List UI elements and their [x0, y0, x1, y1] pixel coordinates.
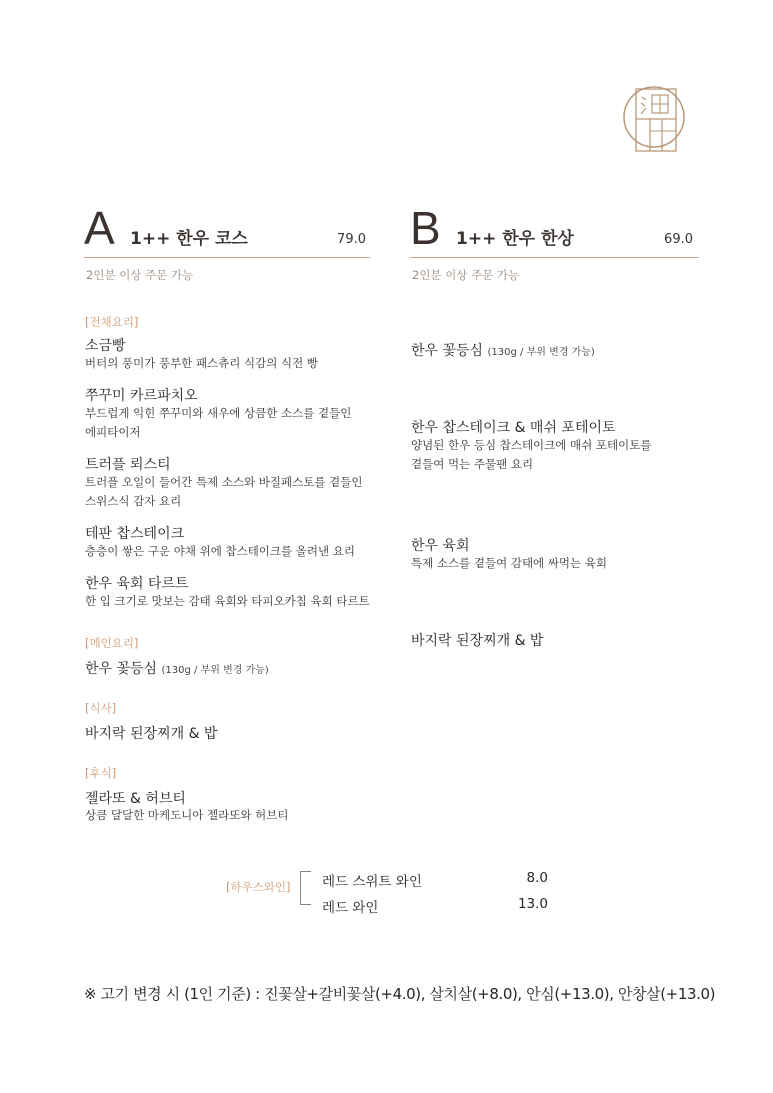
course-a-column: [84, 202, 370, 283]
menu-item-desc: 스위스식 감자 요리: [85, 494, 182, 508]
b-item-name: 한우 육회: [411, 538, 470, 554]
dessert-item-desc: 상큼 달달한 마케도니아 젤라또와 허브티: [85, 808, 289, 822]
menu-item-name: 테판 찹스테이크: [85, 526, 185, 542]
b-item-desc: 곁들여 먹는 주물팬 요리: [411, 457, 534, 471]
category-meal: [식사]: [85, 701, 117, 715]
course-a-subtitle: 2인분 이상 주문 가능: [86, 268, 194, 282]
category-dessert: [후식]: [85, 766, 117, 780]
course-a-price: 79.0: [337, 232, 366, 247]
b-item-name: 한우 찹스테이크 & 매쉬 포테이토: [411, 420, 616, 436]
meal-item-name: 바지락 된장찌개 & 밥: [85, 726, 218, 742]
b-item-desc: 양념된 한우 등심 찹스테이크에 매쉬 포테이토를: [411, 438, 652, 452]
b-item-note: (130g / 부위 변경 가능): [487, 347, 595, 358]
course-b-subtitle: 2인분 이상 주문 가능: [412, 268, 520, 282]
course-b-header: [410, 202, 699, 258]
wine-price: 8.0: [526, 870, 548, 886]
course-b-column: [410, 202, 696, 283]
course-a-letter: A: [84, 202, 115, 254]
dessert-item-name: 젤라또 & 허브티: [85, 791, 186, 807]
course-a-header: [84, 202, 370, 258]
menu-item-name: 한우 육회 타르트: [85, 576, 189, 592]
b-item-name: 바지락 된장찌개 & 밥: [411, 633, 544, 649]
course-b-title: 1++ 한우 한상: [456, 229, 574, 249]
house-wine-label: [하우스와인]: [226, 880, 291, 894]
wine-price: 13.0: [517, 896, 548, 912]
menu-item-name: 트러플 뢰스티: [85, 457, 171, 473]
course-b-price: 69.0: [664, 232, 693, 247]
restaurant-logo-icon: [622, 83, 688, 153]
course-b-letter: B: [410, 202, 441, 254]
wine-name: 레드 와인: [322, 900, 379, 916]
menu-item-desc: 부드럽게 익힌 쭈꾸미와 새우에 상큼한 소스를 곁들인: [85, 406, 352, 420]
b-item-name: 한우 꽃등심 (130g / 부위 변경 가능): [411, 343, 595, 359]
course-a-title: 1++ 한우 코스: [130, 229, 248, 249]
menu-item-name: 쭈꾸미 카르파치오: [85, 388, 198, 404]
menu-item-desc: 한 입 크기로 맛보는 감태 육회와 타피오카칩 육회 타르트: [85, 594, 370, 608]
main-item-note: (130g / 부위 변경 가능): [161, 665, 269, 676]
category-main: [메인요리]: [85, 636, 139, 650]
wine-name: 레드 스위트 와인: [322, 874, 422, 890]
menu-item-desc: 층층이 쌓은 구운 야채 위에 찹스테이크를 올려낸 요리: [85, 544, 355, 558]
menu-item-desc: 버터의 풍미가 풍부한 패스츄리 식감의 식전 빵: [85, 356, 319, 370]
menu-item-desc: 에피타이저: [85, 425, 141, 439]
menu-item-desc: 트러플 오일이 들어간 특제 소스와 바질페스토를 곁들인: [85, 475, 363, 489]
main-item-name: 한우 꽃등심 (130g / 부위 변경 가능): [85, 661, 269, 677]
b-item-desc: 특제 소스를 곁들여 감태에 싸먹는 육회: [411, 556, 608, 570]
wine-bracket: [300, 871, 311, 905]
menu-item-name: 소금빵: [85, 338, 126, 354]
category-appetizer: [전채요리]: [85, 315, 139, 329]
meat-change-footnote: ※ 고기 변경 시 (1인 기준) : 진꽃살+갈비꽃살(+4.0), 살치살(+8.0), 안심(+13.0), 안창살(+13.0): [84, 985, 716, 1003]
